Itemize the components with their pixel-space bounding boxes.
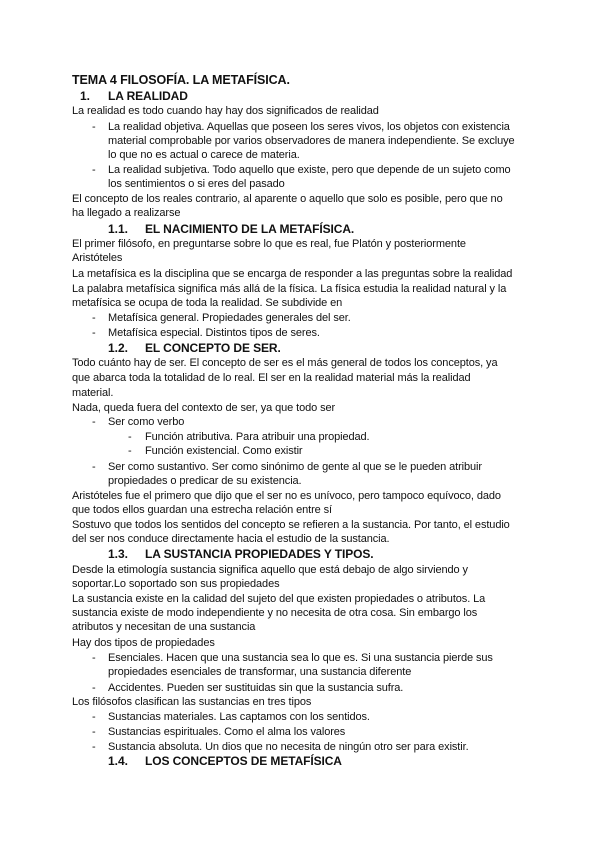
section-1-3-heading: LA SUSTANCIA PROPIEDADES Y TIPOS.	[145, 547, 374, 561]
sub-bullet-dash: -	[128, 431, 132, 443]
bullet-line: La realidad subjetiva. Todo aquello que existe, pero que depende de un sujeto como	[108, 164, 511, 176]
paragraph-line: sustancia existe de modo independiente y no necesita de otra cosa. Sin embargo los	[72, 607, 478, 619]
paragraph-line: ha llegado a realizarse	[72, 207, 181, 219]
paragraph-line: Todo cuánto hay de ser. El concepto de ser es el más general de todos los conceptos, ya	[72, 357, 498, 369]
bullet-line: Ser como sustantivo. Ser como sinónimo de gente al que se le pueden atribuir	[108, 461, 482, 473]
paragraph-line: La metafísica es la disciplina que se encarga de responder a las preguntas sobre la realidad	[72, 268, 513, 280]
section-1-heading: LA REALIDAD	[108, 89, 188, 103]
paragraph-line: atributos y necesitan de una sustancia	[72, 621, 256, 633]
paragraph-line: Hay dos tipos de propiedades	[72, 637, 215, 649]
paragraph-line: Aristóteles fue el primero que dijo que el ser no es unívoco, pero tampoco equívoco, dado	[72, 490, 501, 502]
bullet-line: los sentimientos o si eres del pasado	[108, 178, 285, 190]
paragraph-line: soportar.Lo soportado son sus propiedades	[72, 578, 280, 590]
bullet-dash: -	[92, 726, 96, 738]
paragraph-line: La palabra metafísica significa más allá de la física. La física estudia la realidad natural y la	[72, 283, 507, 295]
paragraph-line: material.	[72, 387, 114, 399]
bullet-line: La realidad objetiva. Aquellas que poseen los seres vivos, los objetos con existencia	[108, 121, 510, 133]
bullet-dash: -	[92, 682, 96, 694]
bullet-dash: -	[92, 416, 96, 428]
paragraph-line: Desde la etimología sustancia significa aquello que está debajo de algo sirviendo y	[72, 564, 468, 576]
section-1-4-heading: LOS CONCEPTOS DE METAFÍSICA	[145, 754, 342, 768]
bullet-line: propiedades esenciales de transformar, una sustancia diferente	[108, 666, 412, 678]
sub-bullet-line: Función existencial. Como existir	[145, 445, 303, 457]
bullet-dash: -	[92, 327, 96, 339]
paragraph-line: El primer filósofo, en preguntarse sobre lo que es real, fue Platón y posteriormente	[72, 238, 466, 250]
section-1-2-number: 1.2.	[108, 341, 129, 355]
bullet-dash: -	[92, 312, 96, 324]
bullet-line: propiedades o predicar de su existencia.	[108, 475, 302, 487]
paragraph-line: Aristóteles	[72, 252, 123, 264]
sub-bullet-line: Función atributiva. Para atribuir una propiedad.	[145, 431, 370, 443]
bullet-line: Sustancias espirituales. Como el alma los valores	[108, 726, 346, 738]
bullet-dash: -	[92, 711, 96, 723]
paragraph-line: Los filósofos clasifican las sustancias en tres tipos	[72, 696, 312, 708]
paragraph-line: metafísica se ocupa de toda la realidad. Se subdivide en	[72, 297, 343, 309]
bullet-line: lo que no es actual o carece de materia.	[108, 149, 300, 161]
bullet-line: Ser como verbo	[108, 416, 185, 428]
paragraph-line: Sostuvo que todos los sentidos del concepto se refieren a la sustancia. Por tanto, el estudio	[72, 519, 510, 531]
bullet-line: Esenciales. Hacen que una sustancia sea lo que es. Si una sustancia pierde sus	[108, 652, 493, 664]
section-1-4-number: 1.4.	[108, 754, 129, 768]
paragraph-line: del ser nos conduce directamente hacia el estudio de la sustancia.	[72, 533, 390, 545]
bullet-dash: -	[92, 461, 96, 473]
paragraph-line: que abarca toda la totalidad de lo real. El ser en la realidad material más la realidad	[72, 372, 471, 384]
section-1-3-number: 1.3.	[108, 547, 129, 561]
paragraph-line: La sustancia existe en la calidad del sujeto del que existen propiedades o atributos. La	[72, 593, 486, 605]
section-1-number: 1.	[80, 89, 91, 103]
bullet-line: Accidentes. Pueden ser sustituidas sin que la sustancia sufra.	[108, 682, 404, 694]
bullet-dash: -	[92, 741, 96, 753]
bullet-line: material comprobable por varios observadores de manera independiente. Se excluye	[108, 135, 515, 147]
bullet-line: Sustancia absoluta. Un dios que no necesita de ningún otro ser para existir.	[108, 741, 469, 753]
section-1-1-number: 1.1.	[108, 222, 129, 236]
paragraph-line: que todos ellos guardan una estrecha relación entre sí	[72, 504, 332, 516]
section-1-1-heading: EL NACIMIENTO DE LA METAFÍSICA.	[145, 222, 355, 236]
bullet-dash: -	[92, 652, 96, 664]
paragraph-line: Nada, queda fuera del contexto de ser, ya que todo ser	[72, 402, 336, 414]
bullet-dash: -	[92, 121, 96, 133]
section-1-2-heading: EL CONCEPTO DE SER.	[145, 341, 281, 355]
paragraph-line: El concepto de los reales contrario, al aparente o aquello que solo es posible, pero que no	[72, 193, 503, 205]
paragraph-line: La realidad es todo cuando hay hay dos significados de realidad	[72, 105, 379, 117]
document-title: TEMA 4 FILOSOFÍA. LA METAFÍSICA.	[72, 73, 290, 87]
bullet-line: Metafísica especial. Distintos tipos de seres.	[108, 327, 320, 339]
bullet-dash: -	[92, 164, 96, 176]
sub-bullet-dash: -	[128, 445, 132, 457]
bullet-line: Sustancias materiales. Las captamos con los sentidos.	[108, 711, 370, 723]
bullet-line: Metafísica general. Propiedades generales del ser.	[108, 312, 351, 324]
